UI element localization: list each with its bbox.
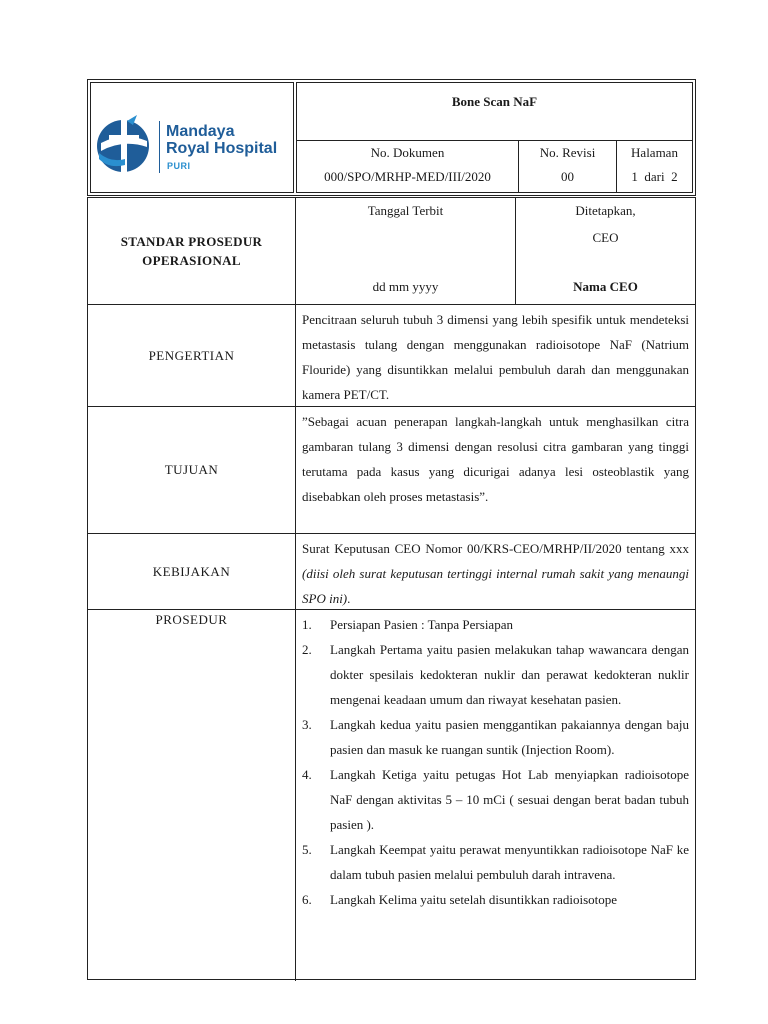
list-item-text: Persiapan Pasien : Tanpa Persiapan	[330, 617, 513, 632]
list-item	[302, 612, 689, 637]
list-item-text: Langkah Keempat yaitu perawat menyuntikkan radioisotope NaF ke dalam tubuh pasien melalui pembuluh darah intravena.	[330, 842, 689, 882]
list-item	[302, 762, 689, 837]
list-item-number: 2.	[302, 642, 312, 657]
logo-cell	[90, 82, 294, 193]
tujuan-label: TUJUAN	[88, 407, 296, 533]
issue-date-cell	[296, 198, 516, 304]
prosedur-row	[88, 610, 695, 981]
pengertian-label: PENGERTIAN	[88, 305, 296, 406]
pengertian-row	[88, 305, 695, 407]
kebijakan-label: KEBIJAKAN	[88, 534, 296, 609]
list-item-number: 1.	[302, 617, 312, 632]
prosedur-list	[302, 612, 689, 912]
list-item	[302, 837, 689, 887]
kebijakan-row	[88, 534, 695, 610]
header-info	[296, 82, 693, 193]
sop-table	[87, 197, 696, 980]
sop-label-line-1: STANDAR PROSEDUR	[120, 234, 263, 249]
page-label: Halaman	[631, 145, 678, 160]
tujuan-text: ”Sebagai acuan penerapan langkah-langkah untuk menghasilkan citra gambaran tulang 3 dimensi dengan resolusi citra gambaran yang tinggi terutama pada kasus yang dicurigai adanya lesi osteoblastik yang disebabkan oleh proses metastasis”.	[302, 414, 689, 504]
list-item-text: Langkah Ketiga yaitu petugas Hot Lab menyiapkan radioisotope NaF dengan aktivitas 5 – 10 mCi ( sesuai dengan berat badan tubuh pasien ).	[330, 767, 689, 832]
revision-label: No. Revisi	[539, 145, 596, 160]
list-item-text: Langkah Pertama yaitu pasien melakukan tahap wawancara dengan dokter spesilais kedokteran nuklir dan perawat kedokteran nuklir mengenai keadaan umum dan riwayat kesehatan pasien.	[330, 642, 689, 707]
prosedur-content	[296, 610, 695, 981]
list-item-text: Langkah Kelima yaitu setelah disuntikkan radioisotope	[330, 892, 618, 907]
approval-cell	[516, 198, 695, 304]
list-item	[302, 712, 689, 762]
logo-name-line-1: Mandaya	[166, 123, 235, 140]
hospital-emblem-icon	[95, 113, 157, 175]
kebijakan-end: .	[347, 591, 351, 606]
tujuan-row	[88, 407, 695, 534]
logo-name-line-2: Royal Hospital	[166, 140, 278, 157]
logo-branch: PURI	[167, 161, 191, 171]
pengertian-text: Pencitraan seluruh tubuh 3 dimensi yang lebih spesifik untuk mendeteksi metastasis tulang dengan menggunakan radioisotope NaF (Natrium Flouride) yang disuntikkan melalui pembuluh darah dan menggunakan kamera PET/CT.	[302, 312, 689, 402]
list-item-number: 3.	[302, 717, 312, 732]
document-number-cell	[297, 141, 519, 192]
approval-label: Ditetapkan,	[575, 203, 636, 218]
approval-name: Nama CEO	[573, 279, 638, 294]
sop-label	[88, 198, 296, 304]
kebijakan-text: Surat Keputusan CEO Nomor 00/KRS-CEO/MRHP/II/2020 tentang xxx	[302, 541, 689, 556]
page-cell	[617, 141, 692, 192]
list-item-number: 5.	[302, 842, 312, 857]
document-number-label: No. Dokumen	[370, 145, 445, 160]
logo-divider	[159, 121, 160, 173]
hospital-logo	[95, 113, 295, 173]
sop-label-line-2: OPERASIONAL	[142, 253, 241, 268]
kebijakan-content	[296, 534, 695, 609]
document-number-value: 000/SPO/MRHP-MED/III/2020	[324, 169, 491, 184]
document-title: Bone Scan NaF	[297, 83, 692, 141]
list-item-text: Langkah kedua yaitu pasien menggantikan pakaiannya dengan baju pasien dan masuk ke ruangan suntik (Injection Room).	[330, 717, 689, 757]
issue-date-label: Tanggal Terbit	[367, 203, 444, 218]
header-table	[87, 79, 696, 196]
revision-cell	[519, 141, 617, 192]
kebijakan-note: (diisi oleh surat keputusan tertinggi internal rumah sakit yang menaungi SPO ini)	[302, 566, 689, 606]
issue-date-value: dd mm yyyy	[372, 279, 439, 294]
page-value: 1 dari 2	[631, 169, 678, 184]
revision-value: 00	[561, 169, 574, 184]
list-item	[302, 887, 689, 912]
sop-row	[88, 198, 695, 305]
approval-role: CEO	[592, 230, 619, 245]
list-item-number: 4.	[302, 767, 312, 782]
sop-info	[296, 198, 695, 304]
list-item-number: 6.	[302, 892, 312, 907]
prosedur-label: PROSEDUR	[88, 610, 296, 981]
list-item	[302, 637, 689, 712]
